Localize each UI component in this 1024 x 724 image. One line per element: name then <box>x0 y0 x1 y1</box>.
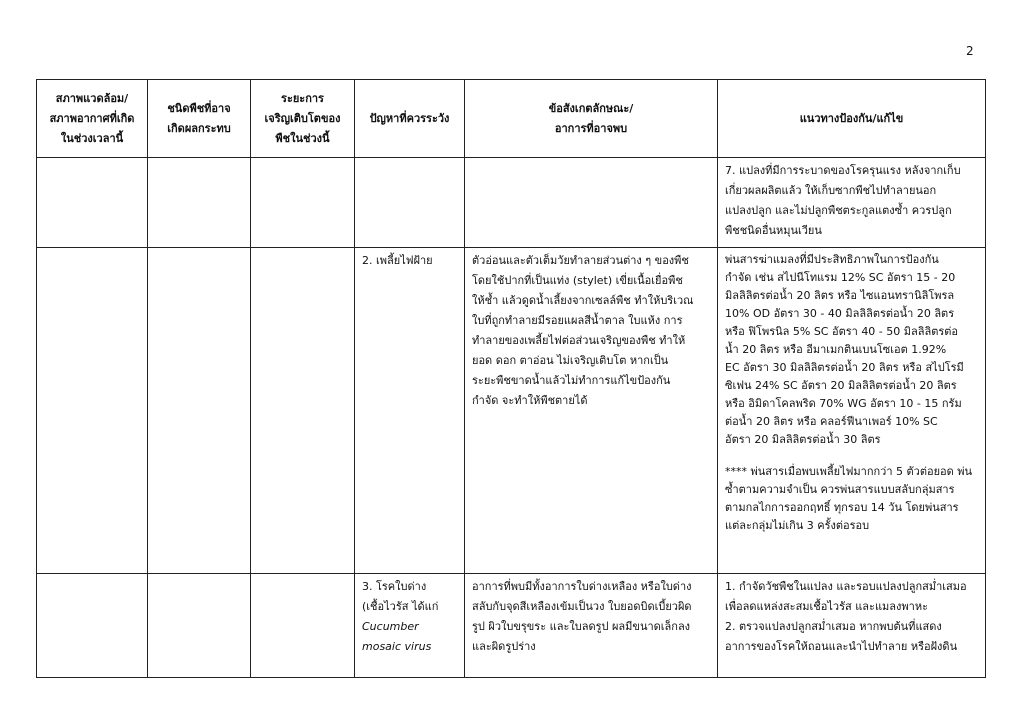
cell-environment <box>37 248 148 574</box>
cell-crop <box>148 158 251 248</box>
cell-problem: 2. เพลี้ยไฟฝ้าย <box>355 248 465 574</box>
cell-environment <box>37 158 148 248</box>
note-line: แต่ละกลุ่มไม่เกิน 3 ครั้งต่อรอบ <box>725 519 870 532</box>
cell-solution: 7. แปลงที่มีการระบาดของโรครุนแรง หลังจากเก็บ เกี่ยวผลผลิตแล้ว ให้เก็บซากพืชไปทำลายนอก แปลงปลูก และไม่ปลูกพืชตระกูลแตงซ้ำ ควรปลูก พืชชนิดอื่นหมุนเวียน <box>718 158 986 248</box>
cell-solution: 1. กำจัดวัชพืชในแปลง และรอบแปลงปลูกสม่ำเสมอ เพื่อลดแหล่งสะสมเชื้อไวรัส และแมลงพาหะ 2. ตรวจแปลงปลูกสม่ำเสมอ หากพบต้นที่แสดง อาการของโรคให้ถอนและนำไปทำลาย หรือฝังดิน <box>718 574 986 678</box>
pest-management-table <box>36 79 986 678</box>
cell-symptoms: อาการที่พบมีทั้งอาการใบด่างเหลือง หรือใบด่าง สลับกับจุดสีเหลืองเข้มเป็นวง ใบยอดบิดเบี้ยวผิด รูป ผิวใบขรุขระ และใบลดรูป ผลมีขนาดเล็กลง และผิดรูปร่าง <box>465 574 718 678</box>
cell-symptoms: ตัวอ่อนและตัวเต็มวัยทำลายส่วนต่าง ๆ ของพืช โดยใช้ปากที่เป็นแท่ง (stylet) เขี่ยเนื้อเยื่อพืช ให้ช้ำ แล้วดูดน้ำเลี้ยงจากเซลล์พืช ทำให้บริเวณ ใบที่ถูกทำลายมีรอยแผลสีน้ำตาล ใบแห้ง การ ทำลายของเพลี้ยไฟต่อส่วนเจริญของพืช ทำให้ ยอด ดอก ตาอ่อน ไม่เจริญเติบโต หากเป็น ระยะพืชขาดน้ำแล้วไม่ทำการแก้ไขป้องกัน กำจัด จะทำให้พืชตายได้ <box>465 248 718 574</box>
cell-problem: 3. โรคใบด่าง (เชื้อไวรัส ได้แก่ Cucumber mosaic virus <box>355 574 465 678</box>
cell-problem <box>355 158 465 248</box>
cell-stage <box>251 248 355 574</box>
cell-crop <box>148 574 251 678</box>
header-symptoms: ข้อสังเกตลักษณะ/ อาการที่อาจพบ <box>465 80 718 158</box>
note-line: ตามกลไกการออกฤทธิ์ ทุกรอบ 14 วัน โดยพ่นสาร <box>725 501 959 514</box>
cell-crop <box>148 248 251 574</box>
table-row <box>37 574 986 678</box>
cell-environment <box>37 574 148 678</box>
header-row <box>37 80 986 158</box>
header-solution: แนวทางป้องกัน/แก้ไข <box>718 80 986 158</box>
header-crop-type: ชนิดพืชที่อาจ เกิดผลกระทบ <box>148 80 251 158</box>
page-number: 2 <box>966 44 974 58</box>
cell-stage <box>251 158 355 248</box>
header-problem: ปัญหาที่ควรระวัง <box>355 80 465 158</box>
cell-stage <box>251 574 355 678</box>
table-row <box>37 248 986 574</box>
header-environment: สภาพแวดล้อม/ สภาพอากาศที่เกิด ในช่วงเวลานี้ <box>37 80 148 158</box>
note-line: ซ้ำตามความจำเป็น ควรพ่นสารแบบสลับกลุ่มสาร <box>725 483 955 496</box>
cell-symptoms <box>465 158 718 248</box>
table-row <box>37 158 986 248</box>
note-line: **** พ่นสารเมื่อพบเพลี้ยไฟมากกว่า 5 ตัวต่อยอด พ่น <box>725 465 973 478</box>
cell-solution: พ่นสารฆ่าแมลงที่มีประสิทธิภาพในการป้องกัน กำจัด เช่น สไปนีโทแรม 12% SC อัตรา 15 - 20 มิลลิลิตรต่อน้ำ 20 ลิตร หรือ ไซแอนทรานิลิโพรล 10% OD อัตรา 30 - 40 มิลลิลิตรต่อน้ำ 20 ลิตร หรือ ฟิโพรนิล 5% SC อัตรา 40 - 50 มิลลิลิตรต่อ น้ำ 20 ลิตร หรือ อีมาเมกตินเบนโซเอต 1.92% EC อัตรา 30 มิลลิลิตรต่อน้ำ 20 ลิตร หรือ สไปโรมี ซิเฟน 24% SC อัตรา 20 มิลลิลิตรต่อน้ำ 20 ลิตร หรือ อิมิดาโคลพริด 70% WG อัตรา 10 - 15 กรัม ต่อน้ำ 20 ลิตร หรือ คลอร์ฟีนาเพอร์ 10% SC อัตรา 20 มิลลิลิตรต่อน้ำ 30 ลิตร **** พ่นสารเมื่อพบเพลี้ยไฟมากกว่า 5 ตัวต่อยอด พ่น ซ้ำตามความจำเป็น ควรพ่นสารแบบสลับกลุ่มสาร ตามกลไกการออกฤทธิ์ ทุกรอบ 14 วัน โดยพ่นสาร แต่ละกลุ่มไม่เกิน 3 ครั้งต่อรอบ <box>718 248 986 574</box>
header-growth-stage: ระยะการ เจริญเติบโตของ พืชในช่วงนี้ <box>251 80 355 158</box>
